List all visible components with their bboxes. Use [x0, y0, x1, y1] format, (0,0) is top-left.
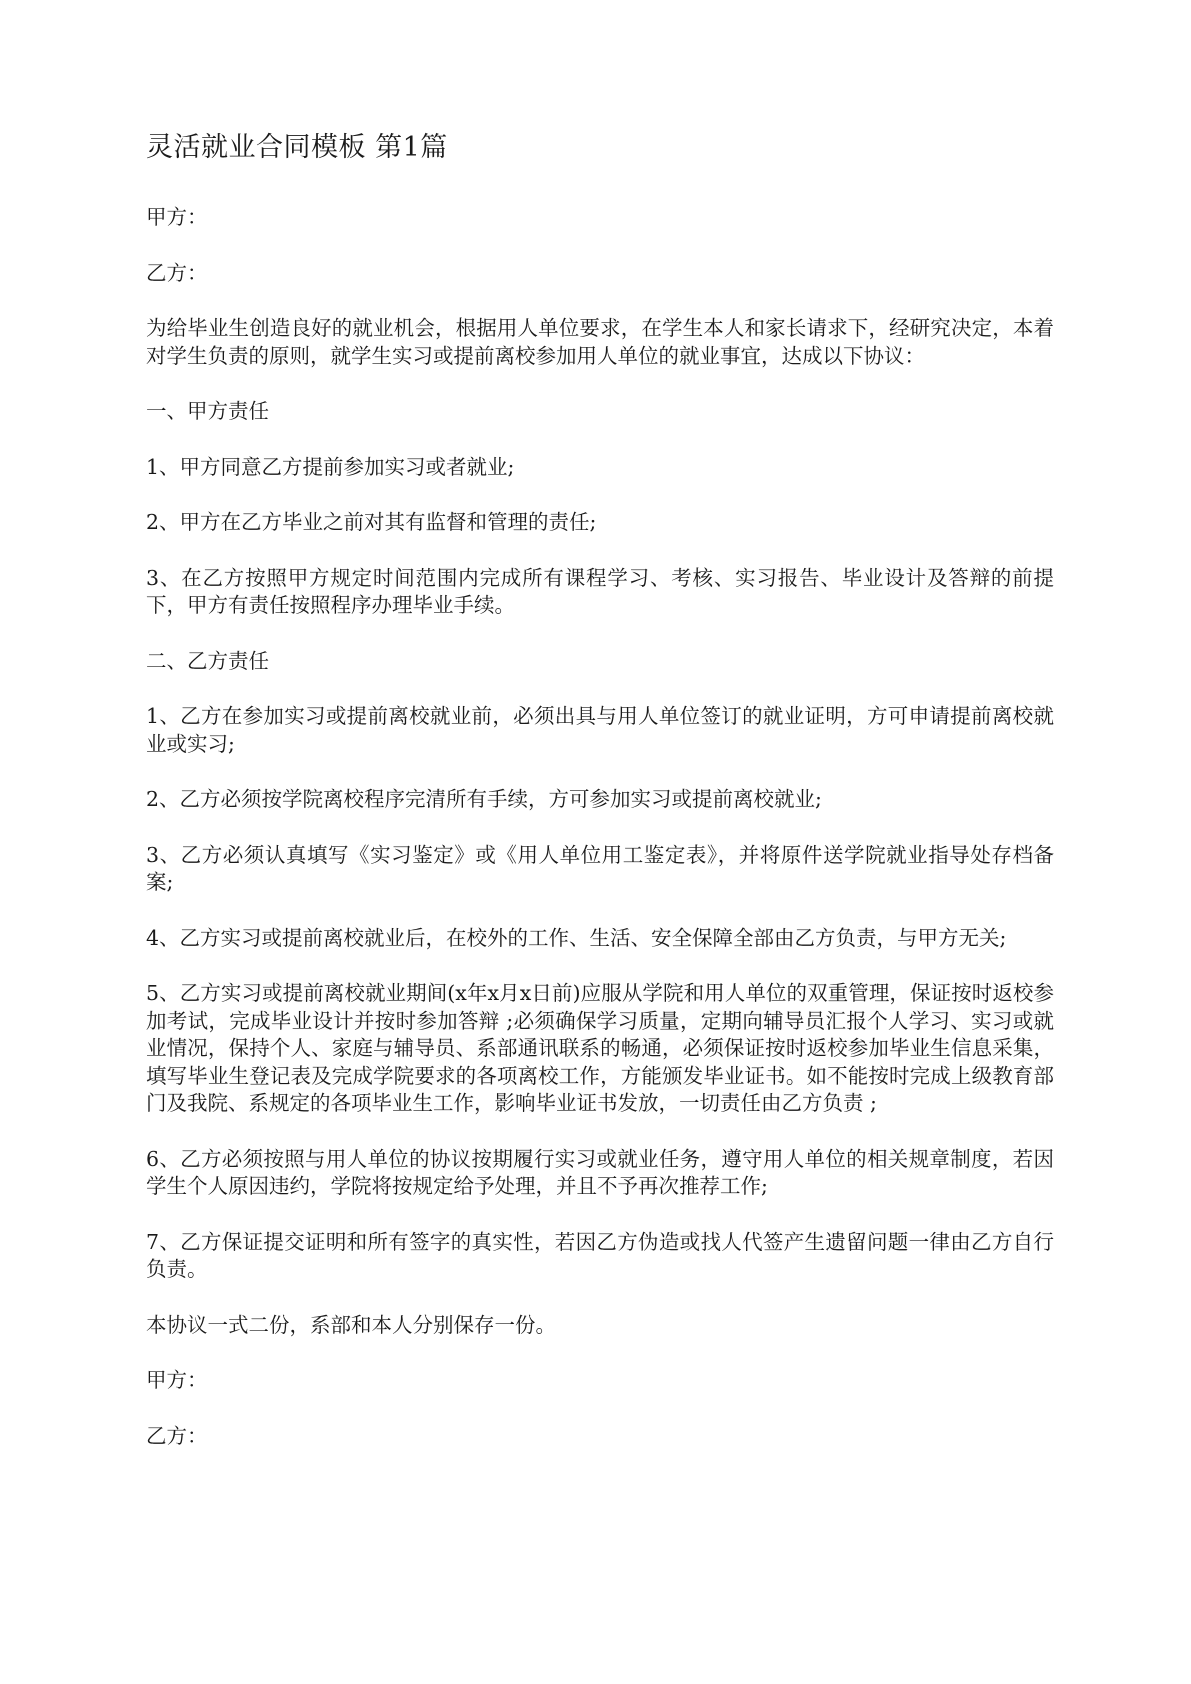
section-b-item: 7、乙方保证提交证明和所有签字的真实性，若因乙方伪造或找人代签产生遗留问题一律由乙方自行负责。 — [146, 1229, 1054, 1281]
signature-party-b: 乙方： — [146, 1423, 208, 1448]
document-title: 灵活就业合同模板 第1篇 — [146, 132, 448, 163]
section-b-item: 6、乙方必须按照与用人单位的协议按期履行实习或就业任务，遵守用人单位的相关规章制度，若因学生个人原因违约，学院将按规定给予处理，并且不予再次推荐工作; — [146, 1146, 1054, 1198]
intro-paragraph: 为给毕业生创造良好的就业机会，根据用人单位要求，在学生本人和家长请求下，经研究决定，本着对学生负责的原则，就学生实习或提前离校参加用人单位的就业事宜，达成以下协议： — [146, 316, 1054, 368]
section-a-item: 2、甲方在乙方毕业之前对其有监督和管理的责任; — [146, 510, 597, 534]
document-body — [146, 204, 1054, 1450]
party-b-label: 乙方： — [146, 260, 208, 285]
section-a-heading: 一、甲方责任 — [146, 399, 269, 423]
section-b-item: 2、乙方必须按学院离校程序完清所有手续，方可参加实习或提前离校就业; — [146, 787, 822, 811]
section-a-item: 1、甲方同意乙方提前参加实习或者就业; — [146, 454, 515, 479]
section-b-item: 3、乙方必须认真填写《实习鉴定》或《用人单位用工鉴定表》，并将原件送学院就业指导处存档备案; — [146, 842, 1054, 894]
section-b-item: 5、乙方实习或提前离校就业期间(x年x月x日前)应服从学院和用人单位的双重管理，保证按时返校参加考试，完成毕业设计并按时参加答辩 ;必须确保学习质量，定期向辅导员汇报个人学习、实习或就业情况，保持个人、家庭与辅导员、系部通讯联系的畅通，必须保证按时返校参加毕业生信息采集，填写毕业生登记表及完成学院要求的各项离校工作，方能颁发毕业证书。如不能按时完成上级教育部门及我院、系规定的各项毕业生工作，影响毕业证书发放，一切责任由乙方负责 ; — [146, 981, 1054, 1115]
copies-note: 本协议一式二份，系部和本人分别保存一份。 — [146, 1312, 556, 1337]
signature-party-a: 甲方： — [146, 1368, 208, 1392]
section-b-item: 4、乙方实习或提前离校就业后，在校外的工作、生活、安全保障全部由乙方负责，与甲方无关; — [146, 925, 1007, 950]
section-b-item: 1、乙方在参加实习或提前离校就业前，必须出具与用人单位签订的就业证明，方可申请提前离校就业或实习; — [146, 704, 1054, 756]
section-b-heading: 二、乙方责任 — [146, 648, 269, 673]
party-a-label: 甲方： — [146, 205, 208, 229]
section-a-item: 3、在乙方按照甲方规定时间范围内完成所有课程学习、考核、实习报告、毕业设计及答辩的前提下，甲方有责任按照程序办理毕业手续。 — [146, 565, 1054, 617]
